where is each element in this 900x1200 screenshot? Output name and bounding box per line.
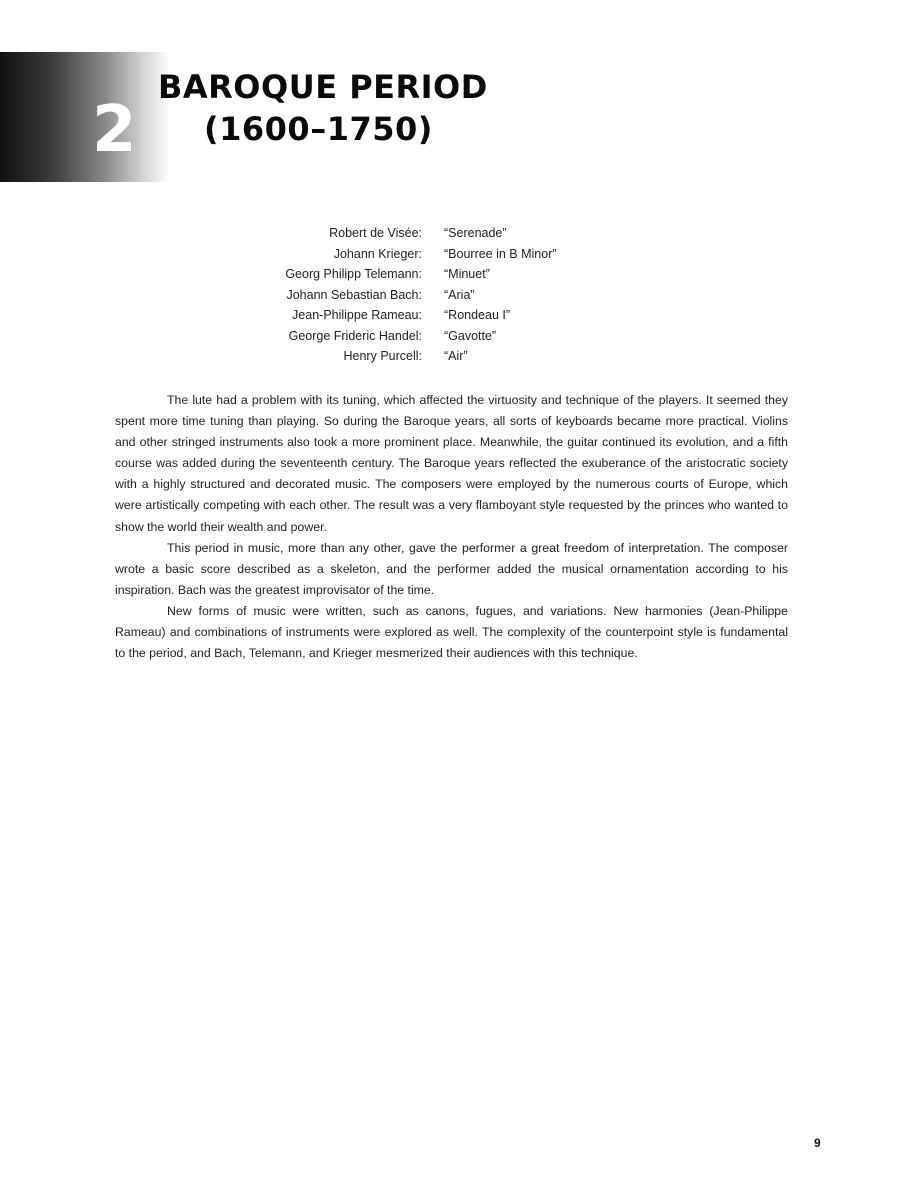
chapter-title [158,66,718,150]
paragraph: The lute had a problem with its tuning, which affected the virtuosity and technique of the players. It seemed they spent more time tuning than playing. So during the Baroque years, all sorts of keyboards became more practical. Violins and other stringed instruments also took a more prominent place. Meanwhile, the guitar continued its evolution, and a fifth course was added during the seventeenth century. The Baroque years reflected the exuberance of the aristocratic society with a highly structured and decorated music. The composers were employed by the numerous courts of Europe, which were artistically competing with each other. The result was a very flamboyant style requested by the princes who wanted to show the world their wealth and power. [115,393,788,534]
works-list-item [200,346,700,367]
work-composer: Henry Purcell: [343,349,422,363]
work-composer: Georg Philipp Telemann: [285,267,422,281]
works-list-item [200,264,700,285]
work-title: “Minuet” [444,267,490,281]
body-text [115,390,788,664]
work-composer: Johann Krieger: [333,246,422,261]
work-composer: Robert de Visée: [329,226,422,240]
works-list-item [200,326,700,347]
works-list-item [200,285,700,306]
work-title: “Bourree in B Minor” [444,246,557,261]
works-list-item [200,305,700,326]
works-list-item [200,223,700,244]
work-title: “Serenade” [444,226,507,240]
work-title: “Air” [444,349,468,363]
chapter-title-line-1: BAROQUE PERIOD [158,68,488,106]
works-list-item [200,244,700,265]
work-composer: George Frideric Handel: [288,328,422,343]
work-title: “Rondeau I” [444,308,511,322]
paragraph: This period in music, more than any other, gave the performer a great freedom of interpretation. The composer wrote a basic score described as a skeleton, and the performer added the musical ornamentation according to his inspiration. Bach was the greatest improvisator of the time. [115,540,788,597]
work-title: “Aria” [444,287,475,302]
paragraph: New forms of music were written, such as canons, fugues, and variations. New harmonies (Jean-Philippe Rameau) and combinations of instruments were explored as well. The complexity of the counterpoint style is fundamental to the period, and Bach, Telemann, and Krieger mesmerized their audiences with this technique. [115,603,788,661]
work-composer: Jean-Philippe Rameau: [292,308,422,322]
work-title: “Gavotte” [444,328,497,343]
work-composer: Johann Sebastian Bach: [286,287,422,302]
chapter-header-block [0,52,170,182]
page-number: 9 [814,1136,821,1150]
chapter-number: 2 [92,93,137,167]
works-list [200,223,700,367]
chapter-title-line-2: (1600–1750) [204,110,433,148]
